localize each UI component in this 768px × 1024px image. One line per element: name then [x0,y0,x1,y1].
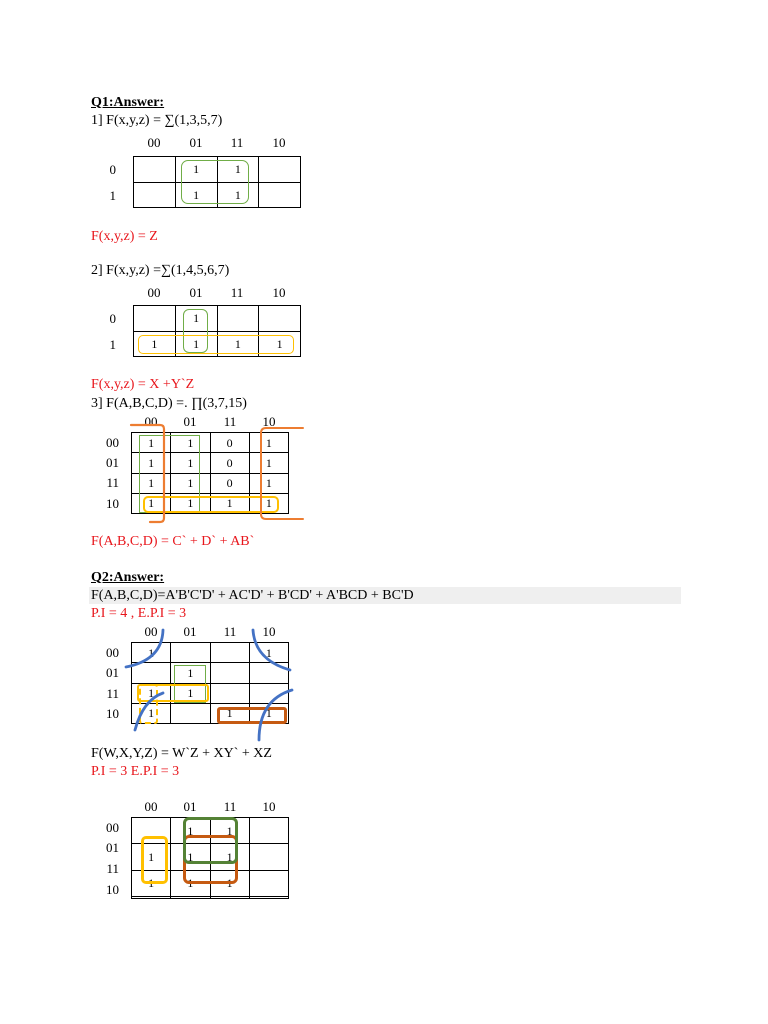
kmap-grid [131,817,289,899]
row-label: 00 [106,435,119,450]
col-label: 11 [223,414,237,429]
row-label: 0 [109,162,116,177]
kmap-cell [134,306,176,332]
kmap-cell: 1 [210,703,249,723]
row-label: 1 [109,188,116,203]
row-label: 10 [106,496,119,511]
kmap-cell: 1 [217,157,259,183]
col-label: 00 [147,135,161,150]
kmap-cell: 1 [175,182,217,208]
kmap-cell: 1 [175,331,217,357]
kmap-cell: 1 [132,703,171,723]
row-label: 11 [106,686,119,701]
col-label: 10 [262,414,276,429]
kmap-cell: 1 [171,683,210,703]
q1-p3-answer: F(A,B,C,D) = C` + D` + AB` [91,534,255,549]
kmap-cell: 1 [171,473,210,493]
kmap-cell: 1 [132,473,171,493]
kmap-cell [259,306,301,332]
kmap-cell: 1 [132,493,171,513]
kmap-cell [249,818,288,844]
kmap-cell: 1 [132,453,171,473]
kmap-cell [249,663,288,683]
col-label: 10 [262,624,276,639]
kmap-cell: 1 [210,870,249,896]
col-label: 10 [272,285,286,300]
kmap-cell: 1 [132,870,171,896]
kmap-cell: 0 [210,453,249,473]
kmap-cell: 1 [132,844,171,870]
kmap-cell: 1 [171,433,210,453]
kmap-cell: 1 [249,703,288,723]
col-label: 11 [230,135,244,150]
kmap-cell: 1 [210,844,249,870]
q1-p2-title: 2] F(x,y,z) =∑(1,4,5,6,7) [91,263,230,278]
kmap-cell: 1 [249,643,288,663]
col-label: 11 [230,285,244,300]
kmap-cell: 1 [249,433,288,453]
col-label: 10 [262,799,276,814]
row-label: 1 [109,337,116,352]
row-label: 0 [109,311,116,326]
col-label: 01 [183,624,197,639]
kmap-cell: 1 [132,643,171,663]
kmap-grid [133,156,301,208]
kmap-grid [131,642,289,724]
q2-pi-count-1: P.I = 4 , E.P.I = 3 [91,606,187,621]
kmap-cell: 1 [171,870,210,896]
row-label: 00 [106,820,119,835]
kmap-cell [134,182,176,208]
kmap-cell: 1 [259,331,301,357]
kmap-cell: 1 [175,157,217,183]
col-label: 00 [144,799,158,814]
kmap-cell: 1 [217,331,259,357]
kmap-cell [171,896,210,898]
kmap-grid [133,305,301,357]
kmap-cell: 1 [171,453,210,473]
col-label: 01 [183,799,197,814]
kmap-cell: 1 [134,331,176,357]
col-label: 01 [189,135,203,150]
kmap-cell [210,896,249,898]
col-label: 01 [183,414,197,429]
row-label: 11 [106,861,119,876]
row-label: 10 [106,706,119,721]
kmap-cell [134,157,176,183]
kmap-cell: 1 [132,433,171,453]
kmap-cell [132,818,171,844]
kmap-cell [210,663,249,683]
kmap-cell: 1 [217,182,259,208]
col-label: 10 [272,135,286,150]
kmap-cell: 1 [171,493,210,513]
row-label: 01 [106,840,119,855]
q1-p1-title: 1] F(x,y,z) = ∑(1,3,5,7) [91,113,223,128]
row-label: 11 [106,475,119,490]
kmap-cell: 0 [210,473,249,493]
kmap-cell [171,643,210,663]
row-label: 01 [106,455,119,470]
kmap-cell: 0 [210,433,249,453]
row-label: 10 [106,882,119,897]
kmap-cell [249,870,288,896]
q1-p3-title: 3] F(A,B,C,D) =. ∏(3,7,15) [91,396,247,411]
kmap-cell [217,306,259,332]
kmap-cell: 1 [171,818,210,844]
kmap-cell: 1 [132,683,171,703]
kmap-cell: 1 [210,818,249,844]
kmap-cell [171,703,210,723]
row-label: 00 [106,645,119,660]
kmap-cell [259,182,301,208]
col-label: 11 [223,624,237,639]
kmap-cell: 1 [210,493,249,513]
col-label: 00 [144,624,158,639]
kmap-cell: 1 [249,493,288,513]
kmap-cell [210,643,249,663]
col-label: 00 [144,414,158,429]
col-label: 11 [223,799,237,814]
col-label: 01 [189,285,203,300]
q1-p2-answer: F(x,y,z) = X +Y`Z [91,377,195,392]
kmap-cell [210,683,249,703]
kmap-cell: 1 [249,453,288,473]
q2-pi-count-2: P.I = 3 E.P.I = 3 [91,764,180,779]
kmap-cell: 1 [175,306,217,332]
q2-expression: F(A,B,C,D)=A'B'C'D' + AC'D' + B'CD' + A'BCD + BC'D [91,588,414,603]
kmap-cell [249,896,288,898]
kmap-cell [132,663,171,683]
kmap-cell [259,157,301,183]
kmap-cell: 1 [171,663,210,683]
kmap-cell: 1 [249,473,288,493]
row-label: 01 [106,665,119,680]
col-label: 00 [147,285,161,300]
kmap-cell: 1 [171,844,210,870]
kmap-cell [249,844,288,870]
q2-heading: Q2:Answer: [91,570,165,585]
kmap-cell [249,683,288,703]
q1-p1-answer: F(x,y,z) = Z [91,229,158,244]
kmap-cell [132,896,171,898]
q1-heading: Q1:Answer: [91,95,165,110]
kmap-grid [131,432,289,514]
q2-function-2: F(W,X,Y,Z) = W`Z + XY` + XZ [91,746,272,761]
